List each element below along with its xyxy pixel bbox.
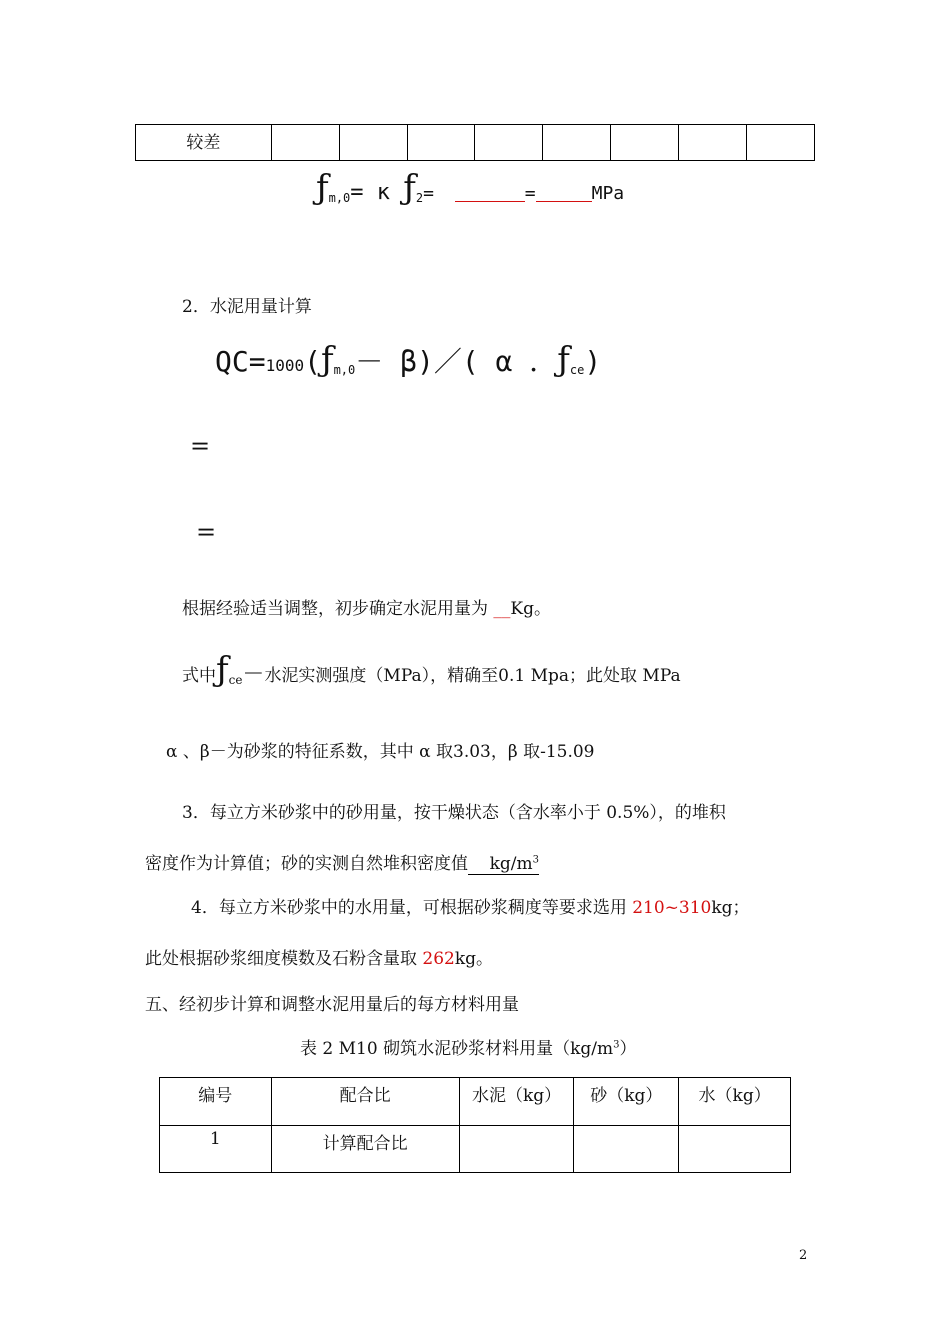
- equals-line: =: [190, 432, 211, 460]
- table-cell: [543, 125, 611, 161]
- table-cell: [679, 1126, 791, 1173]
- formula-fm0: $ƒ_{m,0}= \kappa$ $ƒ_2=$ = MPa: [316, 168, 625, 208]
- cement-amount-text: 根据经验适当调整，初步确定水泥用量为 __Kg。: [182, 599, 551, 619]
- table-cell: [574, 1126, 679, 1173]
- formula-qc: $QC=1000(ƒ_{m,0}-$ β)／( α ．$ƒ_{ce}$): [215, 340, 602, 380]
- table-cell: [339, 125, 407, 161]
- table-2-caption: 表 2 M10 砌筑水泥砂浆材料用量$(kg/m^3)$: [300, 1039, 637, 1059]
- table-header-row: [160, 1078, 791, 1126]
- table-header-cell: 砂（kg）: [574, 1078, 679, 1126]
- table-cell: [679, 125, 747, 161]
- top-table: [135, 124, 815, 161]
- section-5-title: 五、经初步计算和调整水泥用量后的每方材料用量: [145, 995, 519, 1015]
- table-header-cell: 编号: [160, 1078, 272, 1126]
- table-cell: 1: [160, 1126, 272, 1173]
- table-header-cell: 配合比: [271, 1078, 459, 1126]
- table-cell: [475, 125, 543, 161]
- water-amount-line1: 4．每立方米砂浆中的水用量，可根据砂浆稠度等要求选用 210~310kg；: [191, 898, 750, 918]
- table-cell: 较差: [136, 125, 272, 161]
- table-cell: [611, 125, 679, 161]
- sand-amount-line1: 3．每立方米砂浆中的砂用量，按干燥状态（含水率小于 0.5%），的堆积: [182, 803, 726, 823]
- table-header-cell: 水泥（kg）: [459, 1078, 574, 1126]
- alpha-beta-text: α 、β－为砂浆的特征系数，其中 α 取3.03，β 取-15.09: [166, 742, 595, 762]
- sand-amount-line2: 密度作为计算值；砂的实测自然堆积密度值 $kg/m^3$: [145, 854, 540, 874]
- equals-line: =: [196, 518, 217, 546]
- section-2-title: 2．水泥用量计算: [182, 297, 312, 317]
- table-cell: [747, 125, 815, 161]
- table-header-cell: 水（kg）: [679, 1078, 791, 1126]
- fce-definition-text: 式中$ƒ_{ce}-$水泥实测强度（MPa），精确至0.1 Mpa；此处取 MPa: [182, 650, 681, 690]
- water-amount-line2: 此处根据砂浆细度模数及石粉含量取 262kg。: [145, 949, 494, 969]
- table-cell: [271, 125, 339, 161]
- table-row: [160, 1126, 791, 1173]
- table-cell: 计算配合比: [271, 1126, 459, 1173]
- material-table: [159, 1077, 791, 1173]
- page-number: 2: [799, 1248, 808, 1263]
- table-cell: [407, 125, 475, 161]
- table-cell: [459, 1126, 574, 1173]
